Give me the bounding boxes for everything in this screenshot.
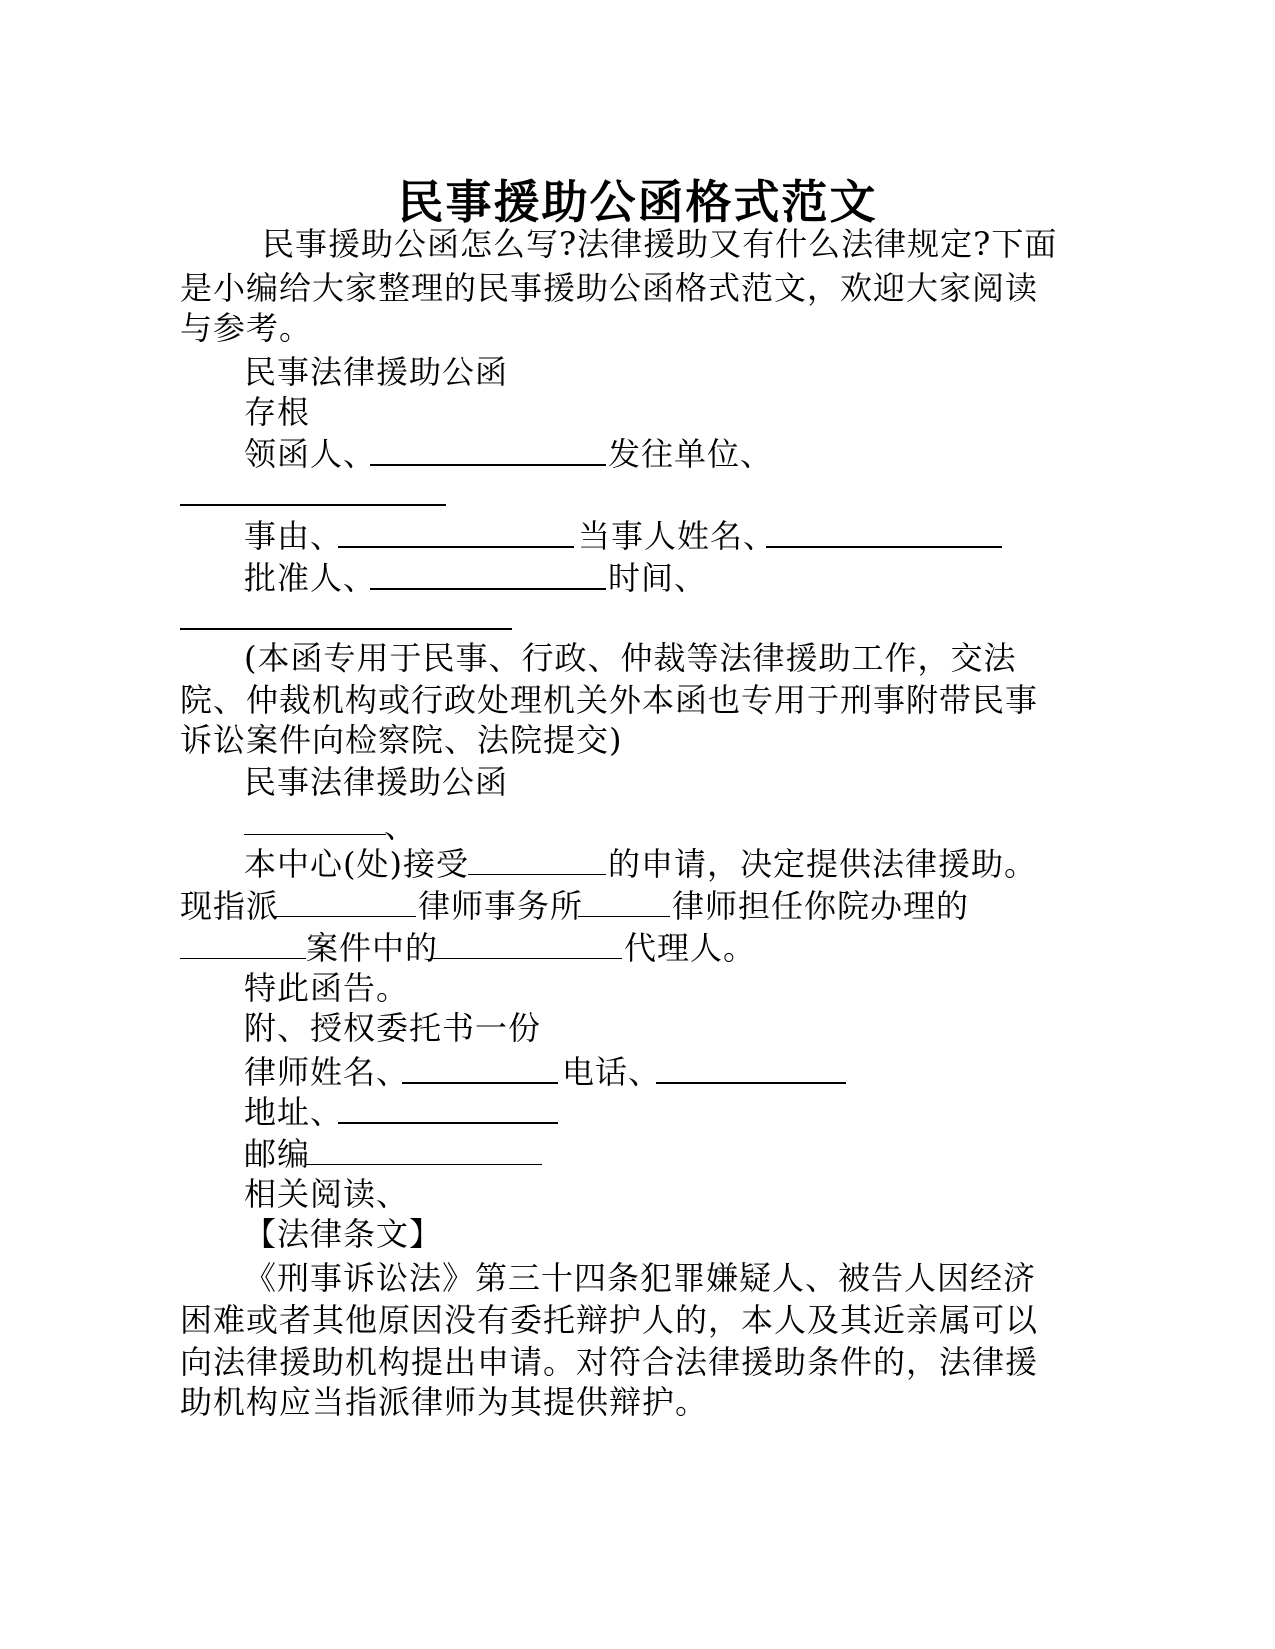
letter-line2-end: 律师担任你院办理的 [672,887,970,925]
phone-label: 电话、 [562,1053,662,1091]
party-name-label: 当事人姓名、 [578,517,777,555]
attachment-text: 附、授权委托书一份 [244,1009,542,1047]
time-label: 时间、 [608,559,708,597]
law-line: 《刑事诉讼法》第三十四条犯罪嫌疑人、被告人因经济 [244,1259,1037,1297]
letter-line2-mid: 律师事务所 [418,887,584,925]
intro-line: 民事援助公函怎么写?法律援助又有什么法律规定?下面 [262,225,1058,263]
note-line: (本函专用于民事、行政、仲裁等法律援助工作，交法 [244,639,1017,677]
law-line: 助机构应当指派律师为其提供辩护。 [180,1383,709,1421]
law-heading: 【法律条文】 [244,1215,443,1253]
postcode-blank [306,1164,542,1165]
applicant-blank [468,874,606,875]
note-line: 院、仲裁机构或行政处理机关外本函也专用于刑事附带民事 [180,681,1039,719]
letter-line2-start: 现指派 [180,887,280,925]
page-title: 民事援助公函格式范文 [397,175,878,229]
lawyer-blank [578,916,670,917]
approver-blank [370,588,606,590]
intro-line: 与参考。 [180,309,313,347]
salutation-suffix: 、 [384,807,418,845]
law-line: 困难或者其他原因没有委托辩护人的，本人及其近亲属可以 [180,1301,1039,1339]
note-line: 诉讼案件向检察院、法院提交) [180,721,623,759]
recipient-blank [370,464,606,466]
destination-label: 发往单位、 [608,435,774,473]
destination-blank [180,504,446,506]
address-label: 地址、 [244,1093,344,1131]
recipient-label: 领函人、 [244,435,377,473]
letter-line3-end: 代理人。 [624,929,757,967]
lawyer-name-blank [402,1082,558,1084]
letter-line1-start: 本中心(处)接受 [244,845,469,883]
notice-text: 特此函告。 [244,969,410,1007]
letter-heading: 民事法律援助公函 [244,763,509,801]
letter-line1-end: 的申请，决定提供法律援助。 [608,845,1038,883]
time-blank [180,628,512,630]
law-line: 向法律援助机构提出申请。对符合法律援助条件的，法律援 [180,1343,1039,1381]
case-blank [180,958,306,959]
stub-heading: 民事法律援助公函 [244,353,509,391]
postcode-label: 邮编 [244,1135,311,1173]
lawyer-name-label: 律师姓名、 [244,1053,410,1091]
role-blank [430,958,622,959]
party-name-blank [766,546,1002,548]
address-blank [338,1122,558,1124]
stub-label: 存根 [244,393,311,431]
related-reading: 相关阅读、 [244,1175,410,1213]
reason-blank [338,546,574,548]
salutation-blank [244,834,386,835]
phone-blank [656,1082,846,1084]
letter-line3-mid: 案件中的 [306,929,439,967]
approver-label: 批准人、 [244,559,377,597]
reason-label: 事由、 [244,517,344,555]
law-firm-blank [274,916,416,917]
intro-line: 是小编给大家整理的民事援助公函格式范文，欢迎大家阅读 [180,269,1039,307]
